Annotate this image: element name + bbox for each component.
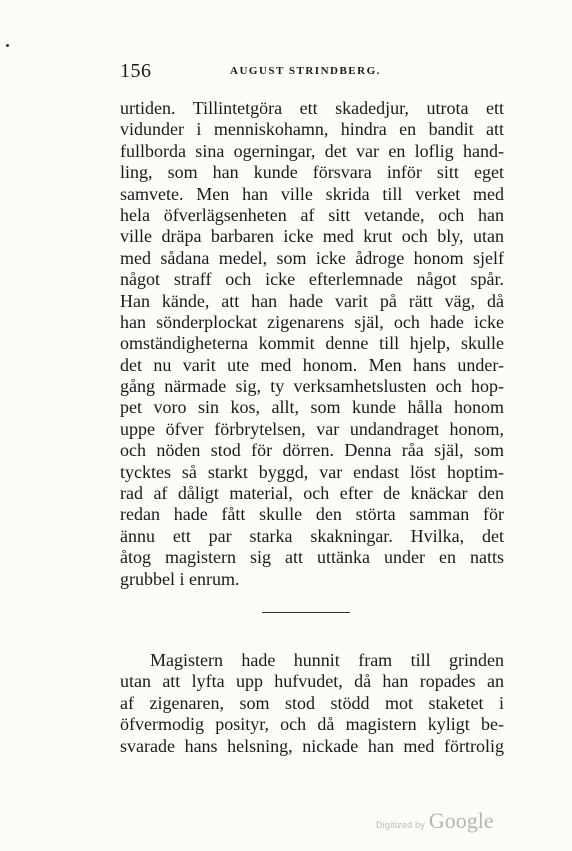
- google-logo: Google: [428, 808, 494, 833]
- text-line: omständigheterna kommit denne till hjelp, skulle: [120, 333, 504, 354]
- page-number: 156: [120, 60, 152, 82]
- page-header: [120, 60, 504, 84]
- digitized-watermark: [376, 808, 494, 836]
- text-line: grubbel i enrum.: [120, 568, 240, 589]
- text-line: ännu ett par starka skakningar. Hvilka, det: [120, 525, 504, 546]
- text-line: fullborda sina ogerningar, det var en loflig hand-: [120, 140, 504, 161]
- text-line: hela öfverlägsenheten af sitt vetande, och han: [120, 204, 504, 225]
- text-line: uppe öfver förbrytelsen, var undandraget honom,: [120, 418, 504, 439]
- text-line: redan hade fått skulle den störta samman för: [120, 504, 504, 525]
- text-line: Magistern hade hunnit fram till grinden: [150, 650, 504, 670]
- text-line: pet voro sin kos, allt, som kunde hålla honom: [120, 397, 504, 418]
- text-line: gång närmade sig, ty verksamhetslusten och hop-: [120, 376, 504, 397]
- text-line: ville dräpa barbaren icke med krut och bly, utan: [120, 226, 504, 247]
- text-line: Han kände, att han hade varit på rätt väg, då: [120, 290, 504, 311]
- margin-mark: [6, 44, 9, 47]
- text-line: åtog magistern sig att uttänka under en natts: [120, 547, 504, 568]
- paragraph-2: [120, 650, 504, 757]
- text-line: det nu varit ute med honom. Men hans under-: [120, 354, 504, 375]
- text-line: något straff och icke efterlemnade något spår.: [120, 269, 504, 290]
- text-line: öfvermodig posityr, och då magistern kyligt be-: [120, 714, 504, 735]
- text-line: samvete. Men han ville skrida till verket med: [120, 183, 504, 204]
- section-divider: [262, 612, 350, 613]
- text-line: utan att lyfta upp hufvudet, då han ropades an: [120, 671, 504, 692]
- text-line: med sådana medel, som icke ådroge honom sjelf: [120, 247, 504, 268]
- text-line: ling, som han kunde försvara inför sitt eget: [120, 162, 504, 183]
- text-line: han sönderplockat zigenarens själ, och hade icke: [120, 311, 504, 332]
- text-line: tycktes så starkt byggd, var endast löst hoptim-: [120, 461, 504, 482]
- text-line: och nöden stod för dörren. Denna råa själ, som: [120, 440, 504, 461]
- text-line: af zigenaren, som stod stödd mot staketet i: [120, 692, 504, 713]
- digitized-by-label: Digitized by: [376, 820, 425, 830]
- text-line: rad af dåligt material, och efter de knäckar den: [120, 483, 504, 504]
- paragraph-1: [120, 98, 504, 590]
- text-line: vidunder i menniskohamn, hindra en bandit att: [120, 119, 504, 140]
- running-head: AUGUST STRINDBERG.: [230, 65, 381, 77]
- text-line: svarade hans helsning, nickade han med förtrolig: [120, 735, 504, 756]
- text-line: urtiden. Tillintetgöra ett skadedjur, utrota ett: [120, 98, 504, 118]
